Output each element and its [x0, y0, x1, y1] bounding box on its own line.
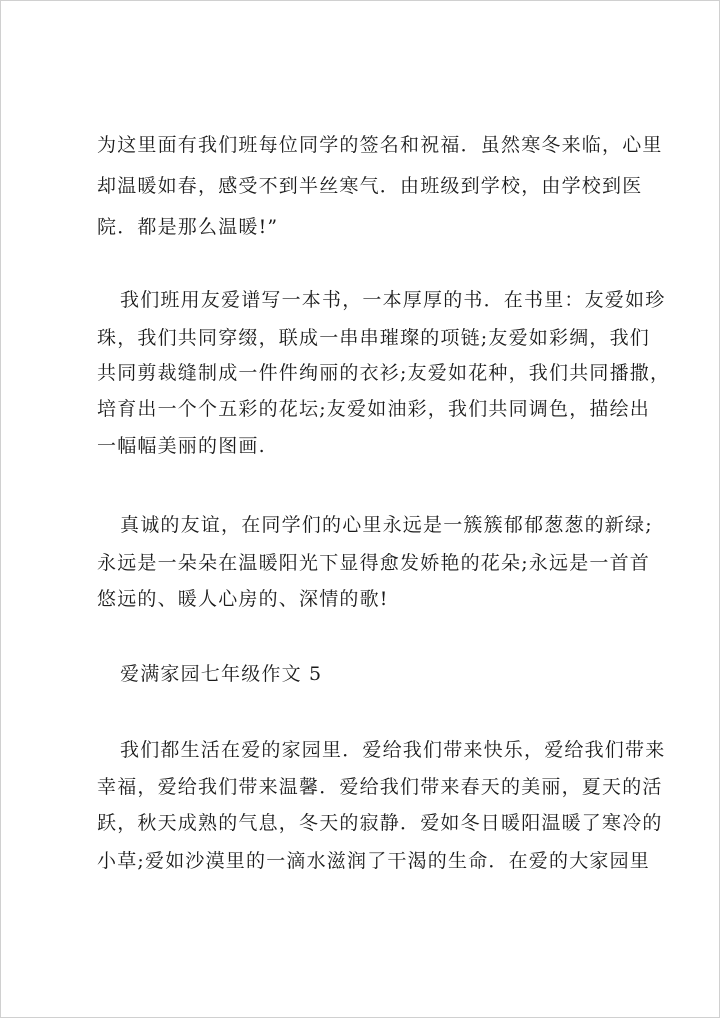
text-line: 我们都生活在爱的家园里．爱给我们带来快乐，爱给我们带来: [120, 739, 666, 761]
text-line: 一幅幅美丽的图画.: [97, 435, 266, 457]
text-line: 珠，我们共同穿缀，联成一串串璀璨的项链;友爱如彩绸，我们: [97, 327, 651, 349]
text-line: 永远是一朵朵在温暖阳光下显得愈发娇艳的花朵;永远是一首首: [97, 552, 651, 574]
text-line: 跃，秋天成熟的气息，冬天的寂静．爱如冬日暖阳温暖了寒冷的: [97, 812, 663, 834]
text-line: 为这里面有我们班每位同学的签名和祝福．虽然寒冬来临，心里: [97, 134, 663, 156]
text-line: 培育出一个个五彩的花坛;友爱如油彩，我们共同调色，描绘出: [97, 398, 651, 420]
text-line: 真诚的友谊，在同学们的心里永远是一簇簇郁郁葱葱的新绿;: [120, 514, 653, 536]
text-line: 悠远的、暖人心房的、深情的歌!: [97, 588, 389, 610]
text-line: 我们班用友爱谱写一本书，一本厚厚的书．在书里：友爱如珍: [120, 289, 666, 311]
text-line: 却温暖如春，感受不到半丝寒气．由班级到学校，由学校到医: [97, 175, 643, 197]
text-line: 共同剪裁缝制成一件件绚丽的衣衫;友爱如花种，我们共同播撒，: [97, 362, 671, 384]
text-line: 院．都是那么温暖!”: [97, 216, 279, 238]
text-line: 小草;爱如沙漠里的一滴水滋润了干渴的生命．在爱的大家园里: [97, 850, 651, 872]
text-line: 幸福，爱给我们带来温馨．爱给我们带来春天的美丽，夏天的活: [97, 776, 663, 798]
section-heading: 爱满家园七年级作文 5: [120, 663, 323, 685]
